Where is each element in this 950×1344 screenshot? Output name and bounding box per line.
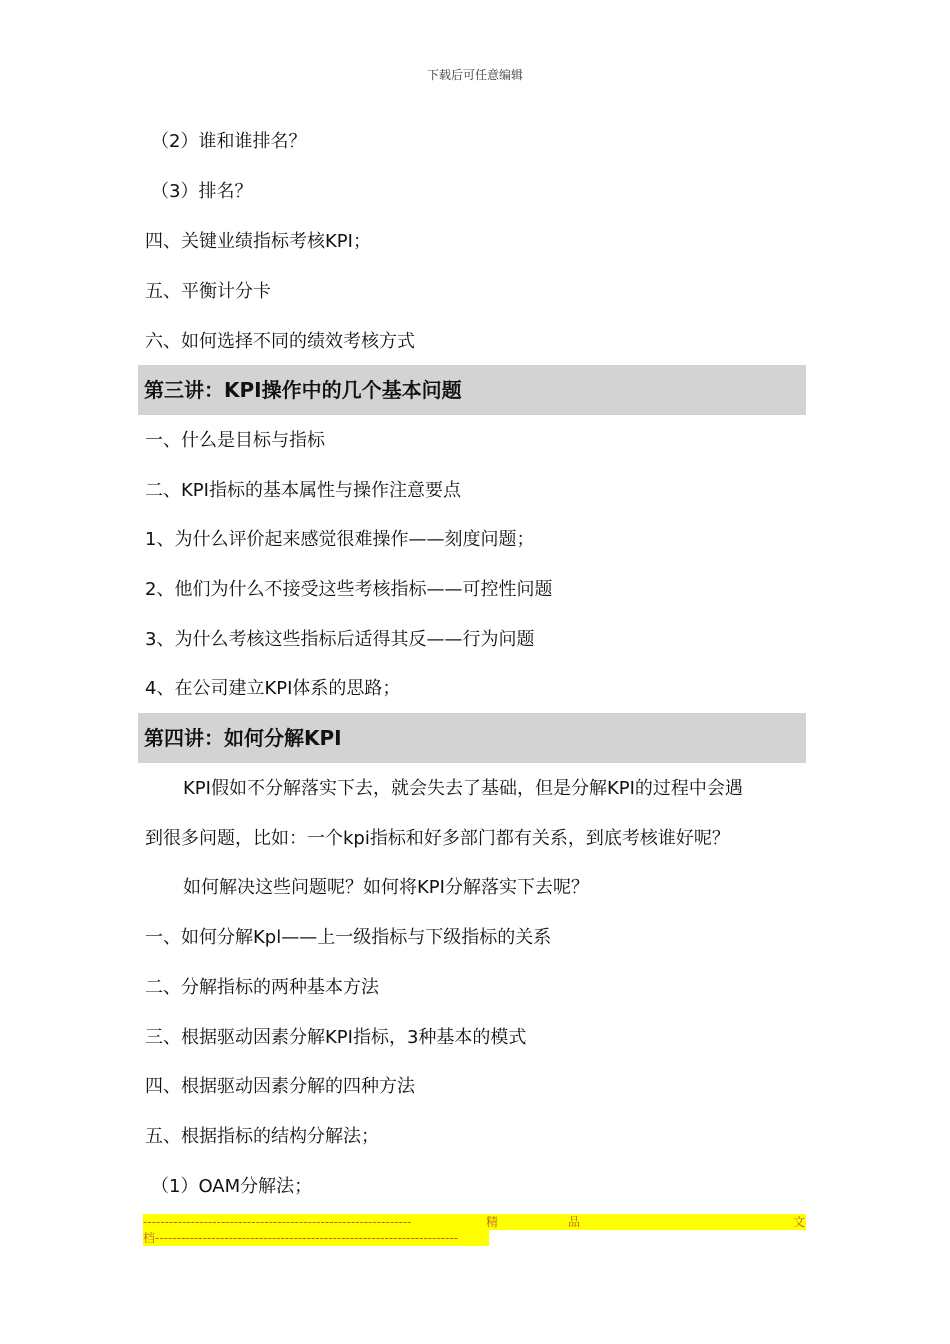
list-item: 五、平衡计分卡: [145, 281, 271, 302]
footer-char: 精: [486, 1215, 499, 1229]
page-header: 下载后可任意编辑: [426, 68, 523, 82]
list-item: 四、关键业绩指标考核KPI；: [145, 231, 371, 252]
list-item: 2、他们为什么不接受这些考核指标——可控性问题: [145, 579, 553, 600]
section-title: 第三讲：KPI操作中的几个基本问题: [144, 378, 462, 402]
paragraph-line: KPI假如不分解落实下去，就会失去了基础，但是分解KPI的过程中会遇: [183, 778, 743, 799]
section-heading: [138, 365, 806, 415]
list-item: （3）排名？: [151, 181, 253, 202]
list-item: 4、在公司建立KPI体系的思路；: [145, 678, 401, 699]
list-item: 二、分解指标的两种基本方法: [145, 977, 379, 998]
footer-dashes: --------------------------------------------------------------: [143, 1215, 412, 1229]
paragraph-line: 如何解决这些问题呢？如何将KPI分解落实下去呢？: [183, 877, 589, 898]
list-item: 二、KPI指标的基本属性与操作注意要点: [145, 480, 461, 501]
list-item: 1、为什么评价起来感觉很难操作——刻度问题；: [145, 529, 535, 550]
footer-row: [143, 1214, 806, 1230]
list-item: 一、如何分解Kpl——上一级指标与下级指标的关系: [145, 927, 552, 948]
footer-char: 品: [568, 1215, 581, 1229]
section-heading: [138, 713, 806, 763]
footer-char: 文: [793, 1215, 806, 1229]
paragraph-line: 到很多问题，比如：一个kpi指标和好多部门都有关系，到底考核谁好呢？: [145, 828, 730, 849]
list-item: 三、根据驱动因素分解KPI指标，3种基本的模式: [145, 1027, 527, 1048]
list-item: 五、根据指标的结构分解法；: [145, 1126, 379, 1147]
list-item: 六、如何选择不同的绩效考核方式: [145, 331, 415, 352]
section-title: 第四讲：如何分解KPI: [144, 726, 342, 750]
list-item: 四、根据驱动因素分解的四种方法: [145, 1076, 415, 1097]
list-item: 一、什么是目标与指标: [145, 430, 325, 451]
list-item: （1）OAM分解法；: [151, 1176, 313, 1197]
list-item: （2）谁和谁排名？: [151, 131, 307, 152]
list-item: 3、为什么考核这些指标后适得其反——行为问题: [145, 629, 535, 650]
footer-line2: 档----------------------------------------------------------------------: [143, 1230, 489, 1246]
